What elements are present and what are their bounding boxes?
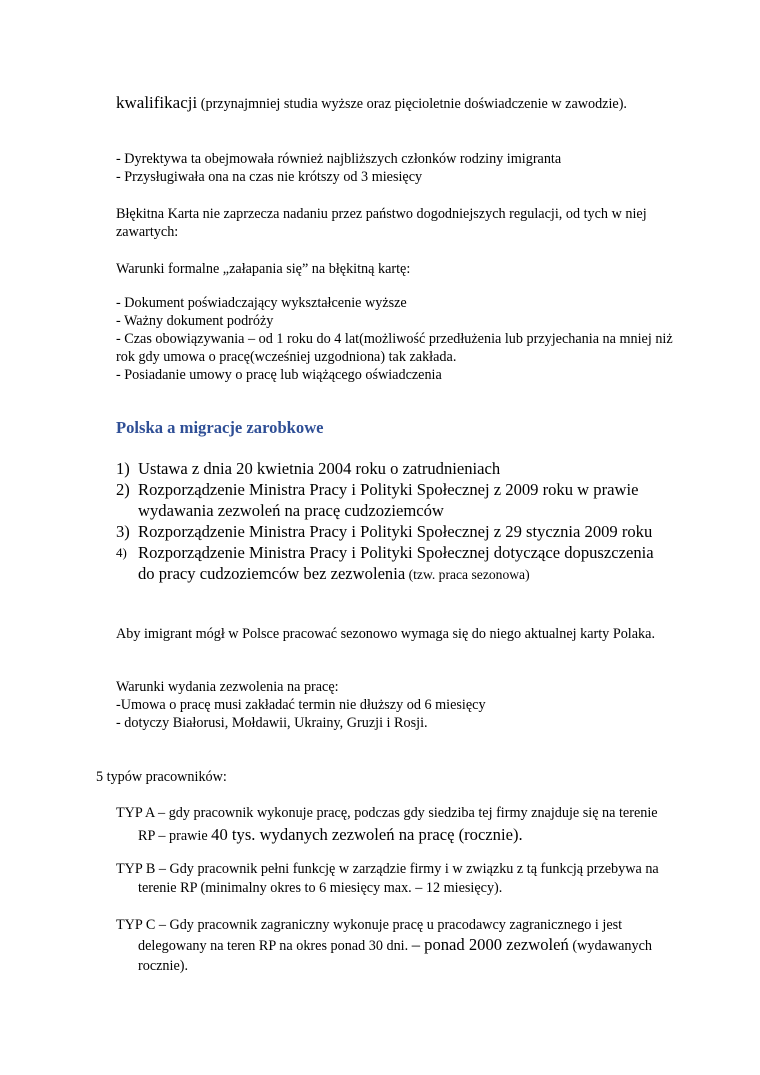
directive-item: - Przysługiwała ona na czas nie krótszy od 3 miesięcy <box>116 169 423 185</box>
law-number: 1) <box>116 459 130 478</box>
law-note: (tzw. praca sezonowa) <box>405 567 530 582</box>
type-b-paragraph <box>116 860 666 898</box>
permit-item: -Umowa o pracę musi zakładać termin nie dłuższy od 6 miesięcy <box>116 697 486 713</box>
laws-list <box>116 458 656 585</box>
conditions-list <box>116 294 676 384</box>
type-c-paragraph <box>116 915 666 976</box>
intro-paragraph <box>116 93 676 114</box>
permit-section <box>116 678 676 732</box>
conditions-heading: Warunki formalne „załapania się” na błękitną kartę: <box>116 261 411 277</box>
intro-keyword: kwalifikacji <box>116 93 198 112</box>
condition-item: - Posiadanie umowy o pracę lub wiążącego oświadczenia <box>116 367 442 383</box>
law-item <box>116 479 656 521</box>
law-item <box>116 458 656 479</box>
law-item <box>116 521 656 542</box>
types-heading: 5 typów pracowników: <box>96 769 227 785</box>
type-c-text: TYP C – Gdy pracownik zagraniczny wykonuje pracę u pracodawcy zagranicznego i jest delegowany na teren RP na okres ponad 30 dni. <box>116 917 623 954</box>
type-a-highlight: 40 tys. wydanych zezwoleń na pracę (rocznie). <box>211 825 523 844</box>
condition-item: - Czas obowiązywania – od 1 roku do 4 lat(możliwość przedłużenia lub przyjechania na mniej niż rok gdy umowa o pracę(wcześniej uzgodniona) tak zakłada. <box>116 331 673 365</box>
blue-card-paragraph: Błękitna Karta nie zaprzecza nadaniu przez państwo dogodniejszych regulacji, od tych w niej zawartych: <box>116 206 647 240</box>
type-a-paragraph <box>116 803 666 847</box>
condition-item: - Dokument poświadczający wykształcenie wyższe <box>116 295 407 311</box>
law-text: Rozporządzenie Ministra Pracy i Polityki Społecznej z 2009 roku w prawie wydawania zezwoleń na pracę cudzoziemców <box>138 480 639 520</box>
law-text: Ustawa z dnia 20 kwietnia 2004 roku o zatrudnieniach <box>138 459 501 478</box>
permit-item: - dotyczy Białorusi, Mołdawii, Ukrainy, Gruzji i Rosji. <box>116 715 428 731</box>
law-number: 4) <box>116 545 127 560</box>
directive-item: - Dyrektywa ta obejmowała również najbliższych członków rodziny imigranta <box>116 151 562 167</box>
directive-list <box>116 150 676 186</box>
condition-item: - Ważny dokument podróży <box>116 313 274 329</box>
law-number: 3) <box>116 522 130 541</box>
law-number: 2) <box>116 480 130 499</box>
intro-text: (przynajmniej studia wyższe oraz pięcioletnie doświadczenie w zawodzie). <box>197 96 627 112</box>
type-a-text: TYP A – gdy pracownik wykonuje pracę, podczas gdy siedziba tej firmy znajduje się na terenie RP – prawie <box>116 805 658 844</box>
type-b-text: TYP B – Gdy pracownik pełni funkcję w zarządzie firmy i w związku z tą funkcją przebywa na terenie RP (minimalny okres to 6 miesięcy max. – 12 miesięcy). <box>116 861 659 896</box>
type-c-highlight: – ponad 2000 zezwoleń <box>411 935 569 954</box>
section-heading: Polska a migracje zarobkowe <box>116 418 324 437</box>
type-c-tail: (wydawanych rocznie). <box>138 938 652 974</box>
law-text: Rozporządzenie Ministra Pracy i Polityki Społecznej z 29 stycznia 2009 roku <box>138 522 653 541</box>
law-text: Rozporządzenie Ministra Pracy i Polityki Społecznej dotyczące dopuszczenia do pracy cudzoziemców bez zezwolenia <box>138 543 654 583</box>
law-item <box>116 542 656 585</box>
seasonal-paragraph: Aby imigrant mógł w Polsce pracować sezonowo wymaga się do niego aktualnej karty Polaka. <box>116 626 655 642</box>
permit-heading: Warunki wydania zezwolenia na pracę: <box>116 679 339 695</box>
